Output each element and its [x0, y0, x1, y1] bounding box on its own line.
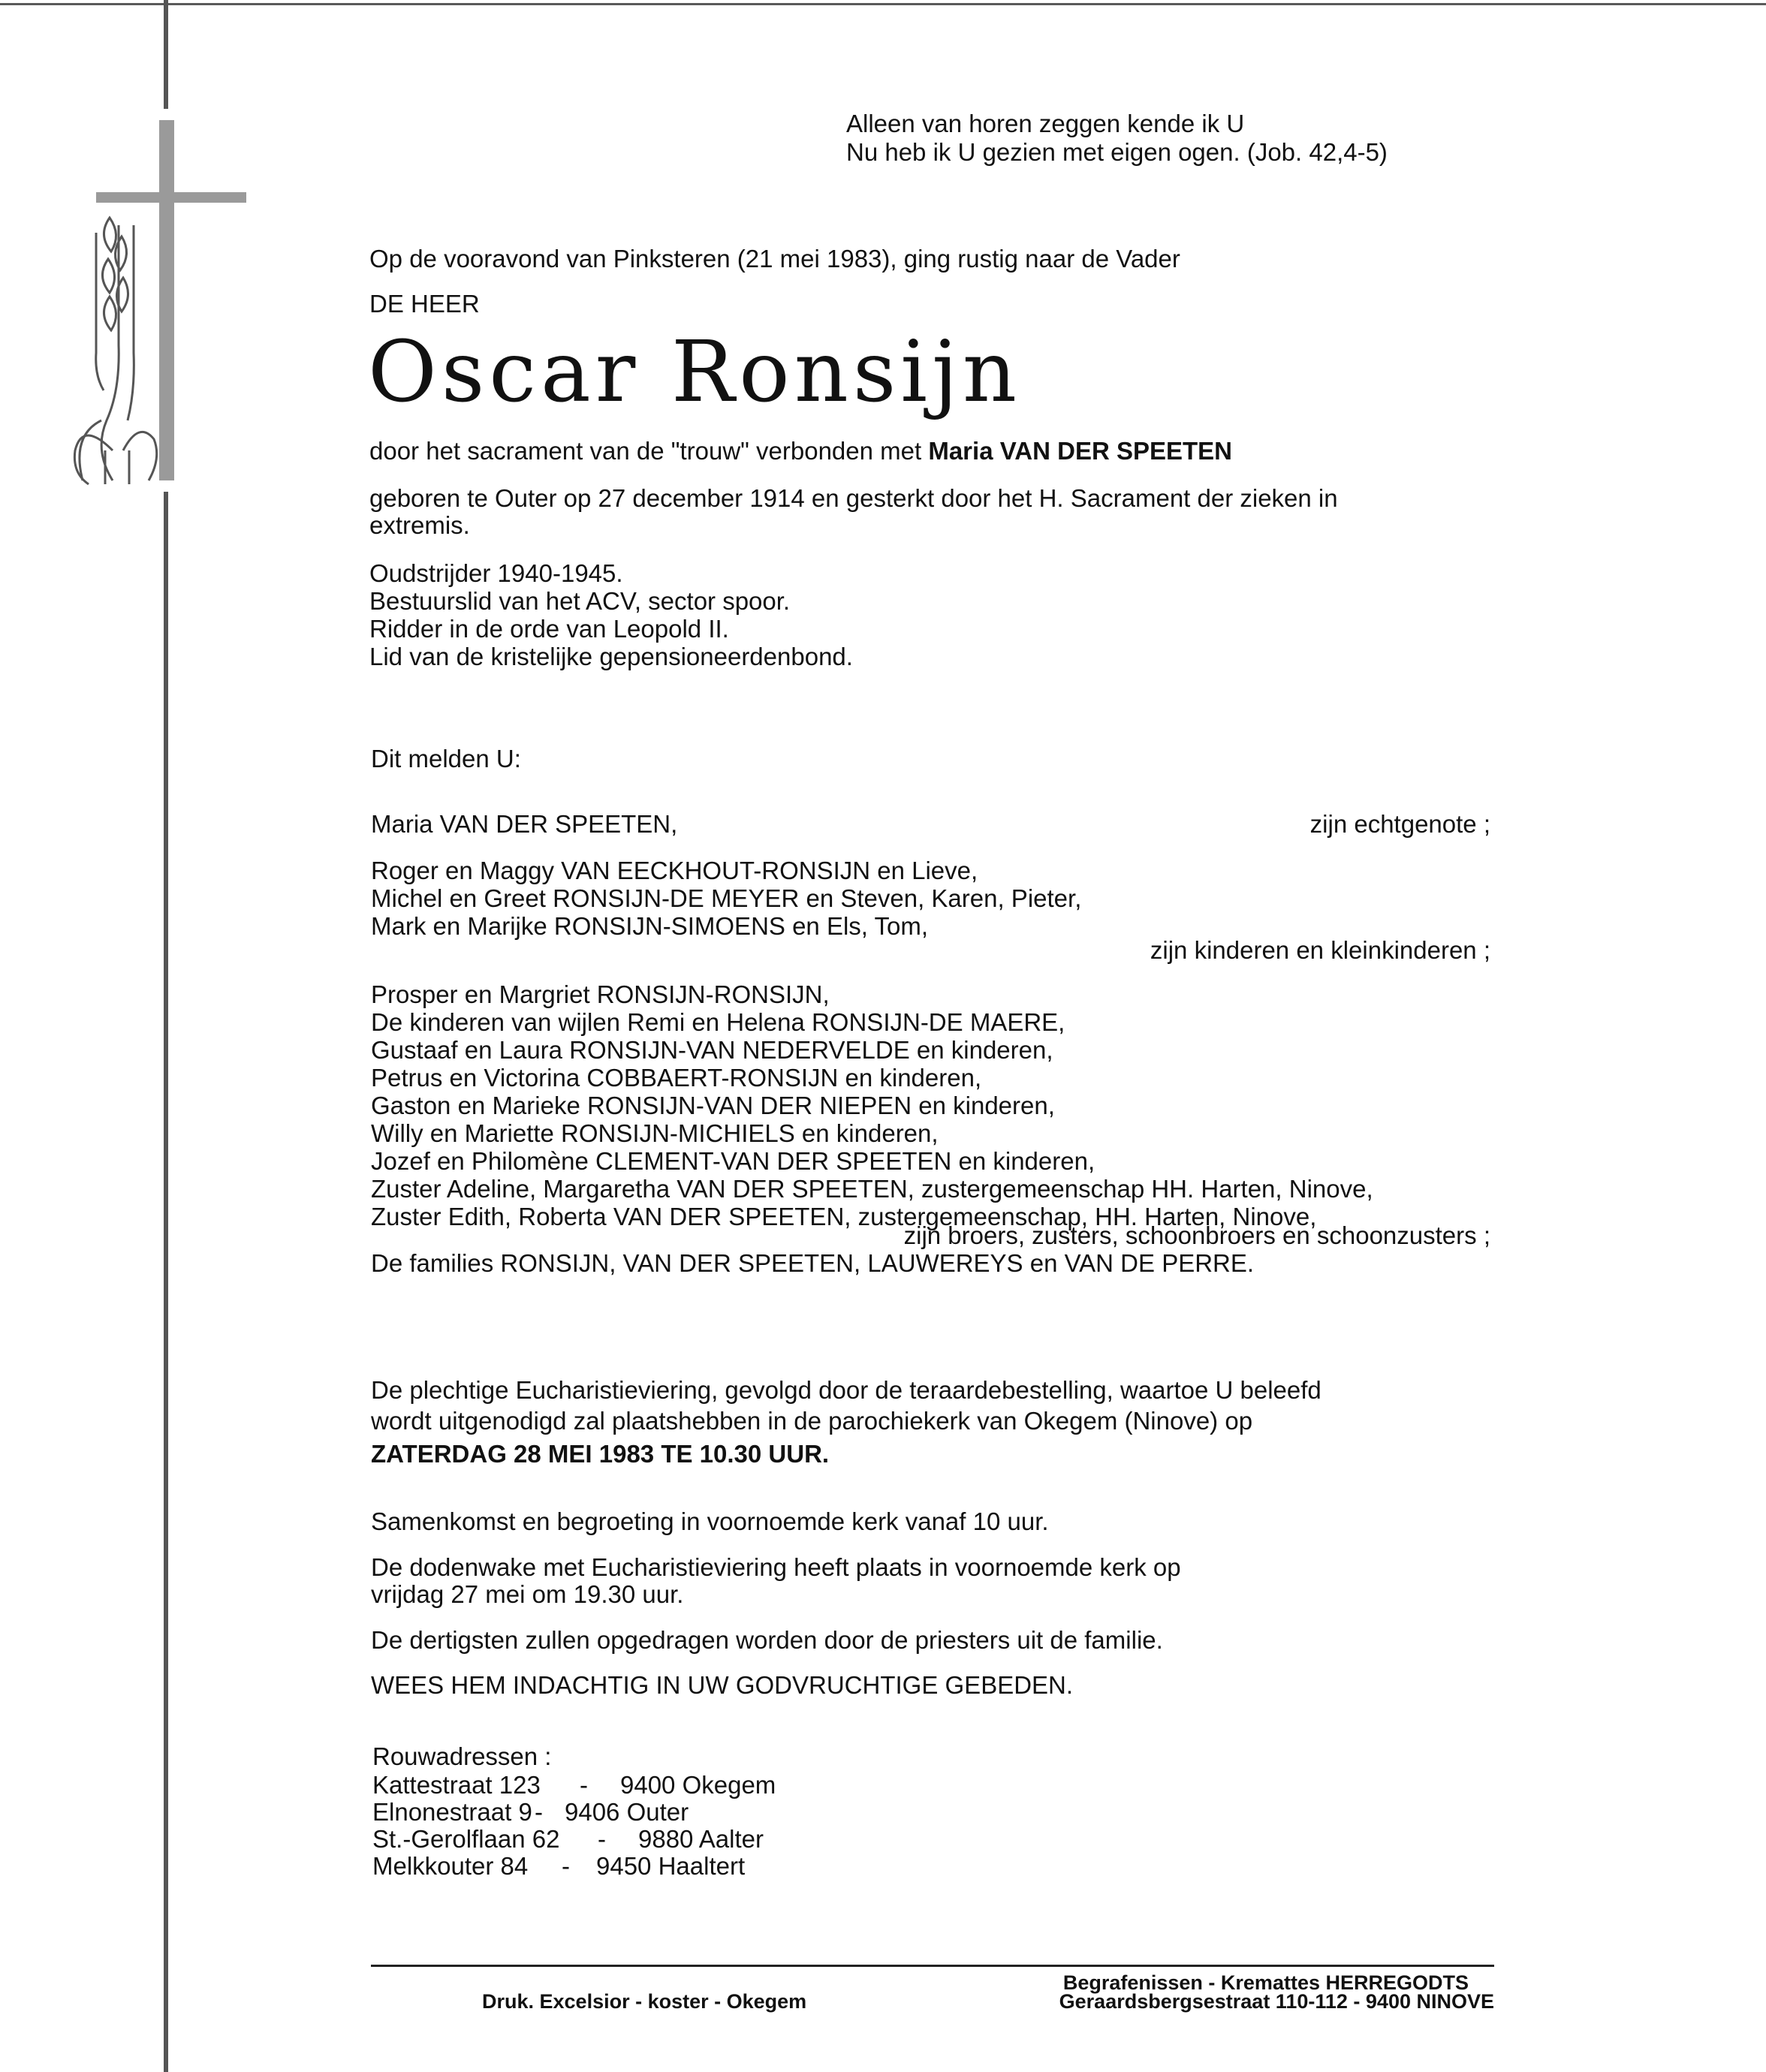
address-street: Elnonestraat 9	[372, 1798, 532, 1826]
siblings-list	[371, 980, 1373, 1230]
list-item: Zuster Edith, Roberta VAN DER SPEETEN, zustergemeenschap, HH. Harten, Ninove,	[371, 1203, 1317, 1230]
list-item: Gustaaf en Laura RONSIJN-VAN NEDERVELDE en kinderen,	[371, 1036, 1053, 1064]
birth-line-2: extremis.	[369, 511, 470, 539]
list-item: Prosper en Margriet RONSIJN-RONSIJN,	[371, 980, 830, 1008]
funeral-line-1: De plechtige Eucharistieviering, gevolgd door de teraardebestelling, waartoe U beleefd	[371, 1376, 1321, 1404]
deceased-name: Oscar Ronsijn	[368, 324, 1021, 421]
list-item: Willy en Mariette RONSIJN-MICHIELS en kinderen,	[371, 1119, 939, 1147]
families-line: De families RONSIJN, VAN DER SPEETEN, LAUWEREYS en VAN DE PERRE.	[371, 1249, 1255, 1277]
address-city: 9450 Haaltert	[596, 1852, 746, 1880]
funeral-datetime: ZATERDAG 28 MEI 1983 TE 10.30 UUR.	[371, 1440, 830, 1468]
spouse-row-name: Maria VAN DER SPEETEN,	[371, 810, 678, 838]
vigil-line-2: vrijdag 27 mei om 19.30 uur.	[371, 1580, 684, 1608]
masses-text: De dertigsten zullen opgedragen worden door de priesters uit de familie.	[371, 1626, 1163, 1654]
marriage-text: door het sacrament van de "trouw" verbonden met	[369, 437, 922, 465]
title-item: Lid van de kristelijke gepensioneerdenbond.	[369, 643, 853, 670]
undertaker-line-1: Begrafenissen - Kremattes HERREGODTS	[1062, 1971, 1469, 1994]
epigraph-line-2: Nu heb ik U gezien met eigen ogen. (Job. 42,4-5)	[846, 138, 1388, 166]
list-item: Mark en Marijke RONSIJN-SIMOENS en Els, Tom,	[371, 912, 929, 940]
marriage-line	[369, 438, 1232, 465]
top-border-line	[0, 3, 1766, 5]
address-street: Melkkouter 84	[372, 1852, 529, 1880]
intro-text: Op de vooravond van Pinksteren (21 mei 1983), ging rustig naar de Vader	[369, 245, 1180, 273]
title-item: Oudstrijder 1940-1945.	[369, 559, 623, 587]
spouse-name: Maria VAN DER SPEETEN	[928, 437, 1232, 465]
children-list	[371, 857, 1081, 940]
address-dash: -	[598, 1825, 606, 1853]
gathering-text: Samenkomst en begroeting in voornoemde kerk vanaf 10 uur.	[371, 1507, 1049, 1535]
list-item: Petrus en Victorina COBBAERT-RONSIJN en kinderen,	[371, 1064, 982, 1092]
footer-rule	[371, 1965, 1494, 1967]
title-item: Ridder in de orde van Leopold II.	[369, 615, 729, 643]
epigraph-line-1: Alleen van horen zeggen kende ik U	[846, 110, 1245, 137]
address-city: 9406 Outer	[565, 1798, 689, 1826]
list-item: Jozef en Philomène CLEMENT-VAN DER SPEETEN en kinderen,	[371, 1147, 1095, 1175]
addresses-title: Rouwadressen :	[372, 1742, 552, 1770]
siblings-relation: zijn broers, zusters, schoonbroers en schoonzusters ;	[903, 1221, 1490, 1249]
announce-text: Dit melden U:	[371, 745, 521, 772]
address-dash: -	[562, 1852, 570, 1880]
undertaker-line-2: Geraardsbergsestraat 110-112 - 9400 NINOVE	[1059, 1990, 1494, 2013]
printer-credit: Druk. Excelsior - koster - Okegem	[482, 1990, 807, 2013]
address-street: St.-Gerolflaan 62	[372, 1825, 560, 1853]
address-street: Kattestraat 123	[372, 1771, 541, 1799]
list-item: Michel en Greet RONSIJN-DE MEYER en Steven, Karen, Pieter,	[371, 884, 1082, 912]
list-item: Roger en Maggy VAN EECKHOUT-RONSIJN en Lieve,	[371, 857, 978, 884]
remember-text: WEES HEM INDACHTIG IN UW GODVRUCHTIGE GEBEDEN.	[371, 1671, 1074, 1699]
vigil-line-1: De dodenwake met Eucharistieviering heeft plaats in voornoemde kerk op	[371, 1553, 1181, 1581]
titles-list	[369, 559, 853, 670]
list-item: Zuster Adeline, Margaretha VAN DER SPEETEN, zustergemeenschap HH. Harten, Ninove,	[371, 1175, 1373, 1203]
address-city: 9880 Aalter	[638, 1825, 764, 1853]
funeral-line-2: wordt uitgenodigd zal plaatshebben in de parochiekerk van Okegem (Ninove) op	[371, 1407, 1253, 1435]
birth-line-1: geboren te Outer op 27 december 1914 en gesterkt door het H. Sacrament der zieken in	[369, 484, 1338, 512]
salutation: DE HEER	[369, 290, 480, 318]
address-city: 9400 Okegem	[620, 1771, 776, 1799]
spouse-row-relation: zijn echtgenote ;	[1309, 810, 1490, 838]
address-dash: -	[535, 1798, 543, 1826]
list-item: De kinderen van wijlen Remi en Helena RONSIJN-DE MAERE,	[371, 1008, 1065, 1036]
cross-ornament	[0, 0, 255, 2072]
list-item: Gaston en Marieke RONSIJN-VAN DER NIEPEN en kinderen,	[371, 1092, 1055, 1119]
address-dash: -	[580, 1771, 588, 1799]
children-relation: zijn kinderen en kleinkinderen ;	[1150, 936, 1490, 964]
title-item: Bestuurslid van het ACV, sector spoor.	[369, 587, 791, 615]
